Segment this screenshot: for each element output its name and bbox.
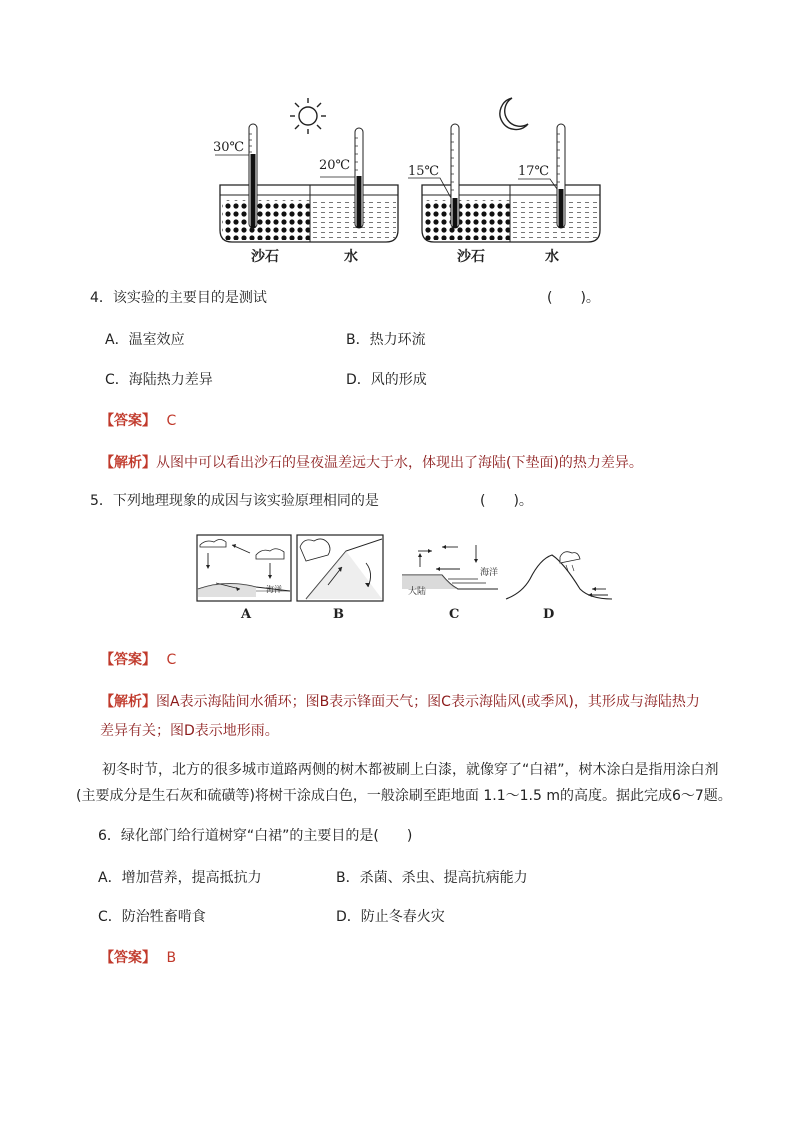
- panel-d-label: D: [543, 607, 555, 622]
- q4-option-c[interactable]: C．海陆热力差异: [105, 372, 213, 388]
- panel-b-label: B: [333, 607, 344, 622]
- q6-stem: 6．绿化部门给行道树穿“白裙”的主要目的是( ): [98, 828, 413, 844]
- panel-c-label: C: [449, 607, 460, 622]
- moon-icon: [500, 98, 528, 130]
- q5-stem: 5．下列地理现象的成因与该实验原理相同的是: [90, 493, 379, 509]
- day-water-temp: 20℃: [319, 158, 351, 173]
- q5-analysis-line2: 差异有关；图D表示地形雨。: [100, 723, 279, 739]
- night-water-label: 水: [545, 249, 559, 265]
- q4-option-d[interactable]: D．风的形成: [346, 372, 427, 388]
- day-sand-label: 沙石: [251, 249, 279, 265]
- geography-phenomena-figure: [196, 533, 616, 605]
- day-sand-temp: 30℃: [213, 140, 245, 155]
- night-sand-label: 沙石: [457, 249, 485, 265]
- night-water-temp: 17℃: [518, 164, 550, 179]
- panel-b: [297, 535, 383, 601]
- q4-answer: C: [166, 413, 177, 429]
- q4-analysis: 从图中可以看出沙石的昼夜温差远大于水，体现出了海陆(下垫面)的热力差异。: [156, 455, 643, 471]
- q5-analysis-tag: 【解析】: [100, 694, 156, 710]
- night-sand-temp: 15℃: [408, 164, 440, 179]
- q4-option-b[interactable]: B．热力环流: [346, 332, 426, 348]
- panel-c-ocean: 海洋: [480, 568, 499, 578]
- q5-answer-tag: 【答案】: [100, 652, 156, 668]
- q6-option-d[interactable]: D．防止冬春火灾: [336, 909, 445, 925]
- experiment-figure: [200, 90, 620, 270]
- night-container: [408, 124, 600, 242]
- panel-d: [506, 552, 612, 599]
- q4-analysis-tag: 【解析】: [100, 455, 156, 471]
- q5-bracket: ( )。: [480, 493, 533, 509]
- q5-answer: C: [166, 652, 177, 668]
- sun-icon: [290, 98, 326, 134]
- q6-answer: B: [166, 950, 177, 966]
- panel-a-label: A: [241, 607, 252, 622]
- q6-option-c[interactable]: C．防治牲畜啃食: [98, 909, 206, 925]
- panel-a-ocean: 海洋: [266, 585, 282, 594]
- q4-bracket: ( )。: [547, 290, 600, 306]
- day-water-label: 水: [344, 249, 358, 265]
- q4-stem: 4．该实验的主要目的是测试: [90, 290, 267, 306]
- q6-option-b[interactable]: B．杀菌、杀虫、提高抗病能力: [336, 870, 528, 886]
- passage-line2: (主要成分是生石灰和硫磺等)将树干涂成白色，一般涂刷至距地面 1.1～1.5 m的高度。据此完成6～7题。: [76, 788, 732, 804]
- passage-line1: 初冬时节，北方的很多城市道路两侧的树木都被刷上白漆，就像穿了“白裙”，树木涂白是指用涂白剂: [102, 762, 719, 778]
- q4-option-a[interactable]: A．温室效应: [105, 332, 185, 348]
- q4-answer-tag: 【答案】: [100, 413, 156, 429]
- panel-c-land: 大陆: [408, 587, 427, 597]
- q6-answer-tag: 【答案】: [100, 950, 156, 966]
- q5-analysis-line1: 图A表示海陆间水循环；图B表示锋面天气；图C表示海陆风(或季风)，其形成与海陆热力: [156, 694, 700, 710]
- q6-option-a[interactable]: A．增加营养，提高抵抗力: [98, 870, 262, 886]
